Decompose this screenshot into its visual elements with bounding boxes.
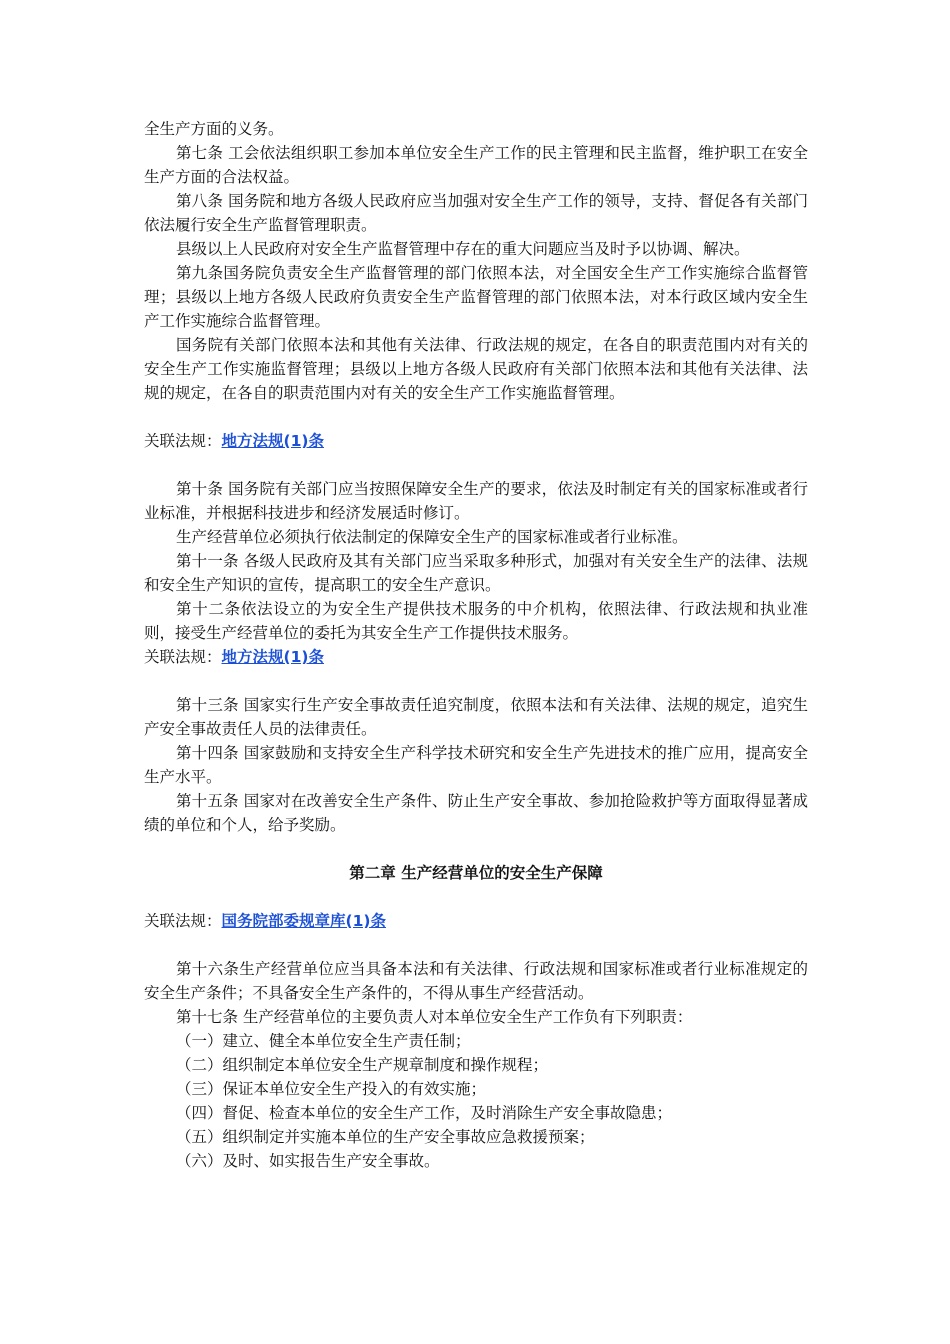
article-13: 第十三条 国家实行生产安全事故责任追究制度，依照本法和有关法律、法规的规定，追究生产安全事故责任人员的法律责任。 [144, 696, 808, 738]
article-15: 第十五条 国家对在改善安全生产条件、防止生产安全事故、参加抢险救护等方面取得显著成绩的单位和个人，给予奖励。 [144, 792, 808, 834]
related-regulations-1 [144, 429, 808, 453]
article-12: 第十二条依法设立的为安全生产提供技术服务的中介机构，依照法律、行政法规和执业准则，接受生产经营单位的委托为其安全生产工作提供技术服务。 [144, 600, 808, 642]
article-11: 第十一条 各级人民政府及其有关部门应当采取多种形式，加强对有关安全生产的法律、法规和安全生产知识的宣传，提高职工的安全生产意识。 [144, 552, 808, 594]
article-9: 第九条国务院负责安全生产监督管理的部门依照本法，对全国安全生产工作实施综合监督管理；县级以上地方各级人民政府负责安全生产监督管理的部门依照本法，对本行政区域内安全生产工作实施综合监督管理。 [144, 264, 808, 330]
related-label: 关联法规： [144, 432, 222, 450]
chapter-title: 第二章 生产经营单位的安全生产保障 [349, 864, 603, 882]
article-10-para-2: 生产经营单位必须执行依法制定的保障安全生产的国家标准或者行业标准。 [176, 528, 688, 546]
related-link-local-regulations[interactable]: 地方法规(1)条 [221, 432, 324, 450]
duty-item: （四）督促、检查本单位的安全生产工作，及时消除生产安全事故隐患； [176, 1104, 673, 1122]
related-link-ministry-rules[interactable]: 国务院部委规章库(1)条 [221, 912, 386, 930]
duty-item: （六）及时、如实报告生产安全事故。 [176, 1152, 440, 1170]
related-regulations-3 [144, 909, 808, 933]
article-8: 第八条 国务院和地方各级人民政府应当加强对安全生产工作的领导，支持、督促各有关部门依法履行安全生产监督管理职责。 [144, 192, 808, 234]
duty-item: （一）建立、健全本单位安全生产责任制； [176, 1032, 471, 1050]
duty-item: （二）组织制定本单位安全生产规章制度和操作规程； [176, 1056, 549, 1074]
article-14: 第十四条 国家鼓励和支持安全生产科学技术研究和安全生产先进技术的推广应用，提高安全生产水平。 [144, 744, 808, 786]
article-7: 第七条 工会依法组织职工参加本单位安全生产工作的民主管理和民主监督，维护职工在安全生产方面的合法权益。 [144, 144, 808, 186]
duty-item: （三）保证本单位安全生产投入的有效实施； [176, 1080, 487, 1098]
article-8-para-2: 县级以上人民政府对安全生产监督管理中存在的重大问题应当及时予以协调、解决。 [176, 240, 750, 258]
duty-item: （五）组织制定并实施本单位的生产安全事故应急救援预案； [176, 1128, 595, 1146]
article-17: 第十七条 生产经营单位的主要负责人对本单位安全生产工作负有下列职责： [176, 1008, 693, 1026]
article-16: 第十六条生产经营单位应当具备本法和有关法律、行政法规和国家标准或者行业标准规定的安全生产条件；不具备安全生产条件的，不得从事生产经营活动。 [144, 960, 808, 1002]
document-page [144, 117, 808, 1173]
related-label: 关联法规： [144, 912, 222, 930]
paragraph-continued: 全生产方面的义务。 [144, 120, 284, 138]
related-regulations-2 [144, 645, 808, 669]
article-10: 第十条 国务院有关部门应当按照保障安全生产的要求，依法及时制定有关的国家标准或者行业标准，并根据科技进步和经济发展适时修订。 [144, 480, 808, 522]
article-9-para-2: 国务院有关部门依照本法和其他有关法律、行政法规的规定，在各自的职责范围内对有关的安全生产工作实施监督管理；县级以上地方各级人民政府有关部门依照本法和其他有关法律、法规的规定，在各自的职责范围内对有关的安全生产工作实施监督管理。 [144, 336, 808, 402]
related-link-local-regulations[interactable]: 地方法规(1)条 [221, 648, 324, 666]
related-label: 关联法规： [144, 648, 222, 666]
